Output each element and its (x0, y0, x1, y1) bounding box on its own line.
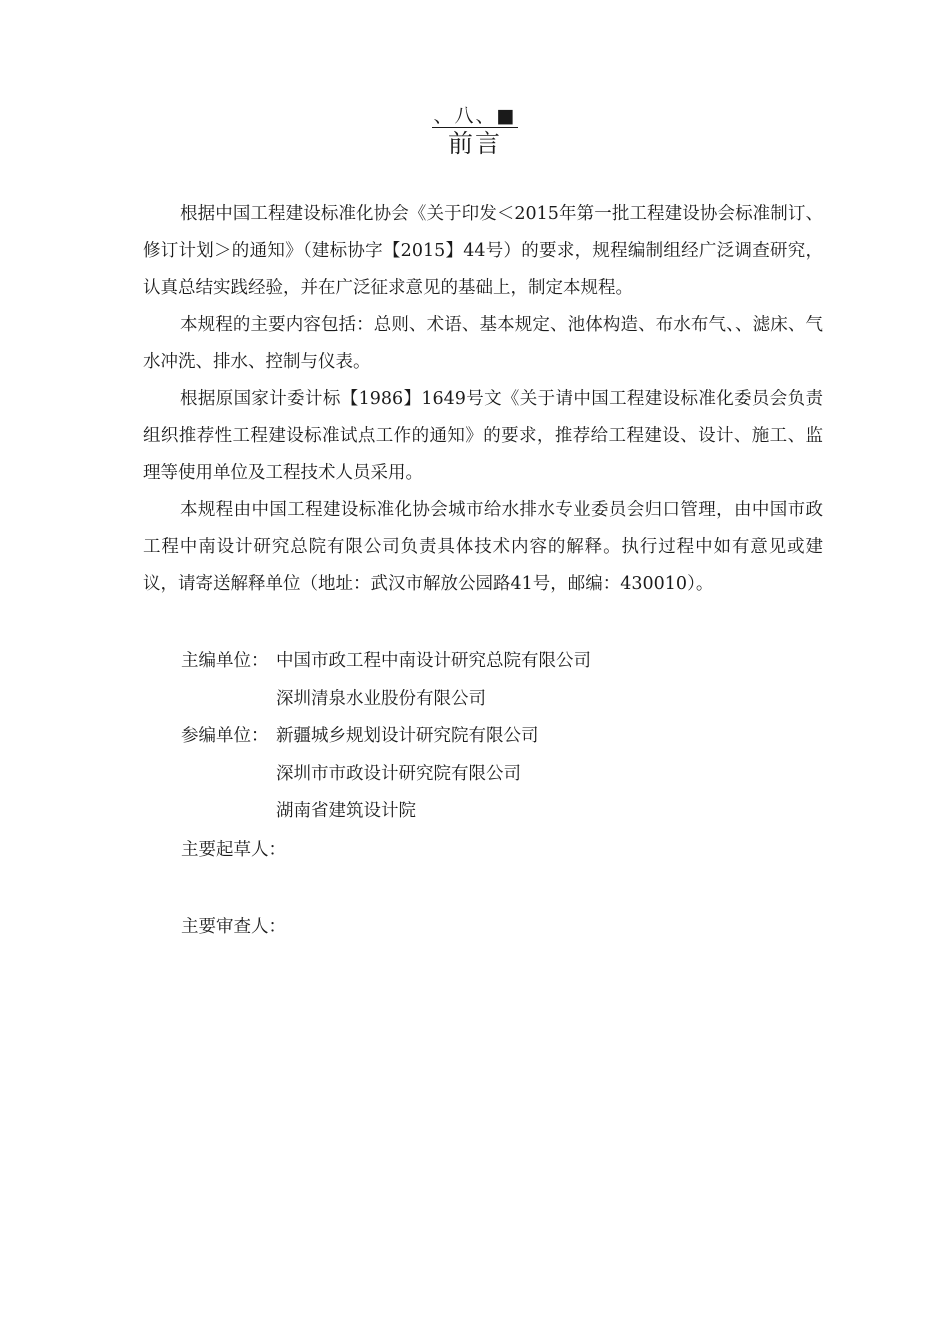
paragraph-2: 本规程的主要内容包括：总则、术语、基本规定、池体构造、布水布气、、滤床、气水冲洗、排水、控制与仪表。 (143, 315, 823, 372)
participating-unit-item: 新疆城乡规划设计研究院有限公司 (276, 726, 539, 746)
participating-unit-row (181, 718, 591, 756)
header-mark-text: 、八、■ (433, 105, 517, 127)
foreword-body (143, 196, 823, 603)
paragraph-1: 根据中国工程建设标准化协会《关于印发＜2015年第一批工程建设协会标准制订、修订计划＞的通知》（建标协字【2015】44号）的要求，规程编制组经广泛调查研究，认真总结实践经验，并在广泛征求意见的基础上，制定本规程。 (143, 204, 823, 298)
participating-unit-item: 深圳市市政设计研究院有限公司 (276, 763, 521, 784)
chief-unit-item: 深圳清泉水业股份有限公司 (276, 688, 486, 709)
page-title: 前言 (447, 129, 502, 158)
chief-unit-row (181, 643, 591, 681)
participating-unit-item: 湖南省建筑设计院 (276, 801, 416, 821)
drafters-label: 主要起草人： (181, 840, 286, 860)
reviewers-label: 主要审查人： (181, 917, 286, 937)
header-mark (0, 104, 950, 128)
chief-units-label: 主编单位： (181, 651, 269, 671)
paragraph-4: 本规程由中国工程建设标准化协会城市给水排水专业委员会归口管理，由中国市政工程中南设计研究总院有限公司负责具体技术内容的解释。执行过程中如有意见或建议，请寄送解释单位（地址：武汉市解放公园路41号，邮编：430010）。 (143, 500, 823, 594)
participating-unit-row (181, 756, 591, 794)
chief-unit-item: 中国市政工程中南设计研究总院有限公司 (276, 651, 591, 671)
paragraph-3: 根据原国家计委计标【1986】1649号文《关于请中国工程建设标准化委员会负责组织推荐性工程建设标准试点工作的通知》的要求，推荐给工程建设、设计、施工、监理等使用单位及工程技术人员采用。 (143, 389, 823, 483)
participating-units-label: 参编单位： (181, 726, 269, 746)
chief-unit-row (181, 681, 591, 719)
participating-unit-row (181, 793, 591, 831)
units-list (181, 643, 591, 831)
